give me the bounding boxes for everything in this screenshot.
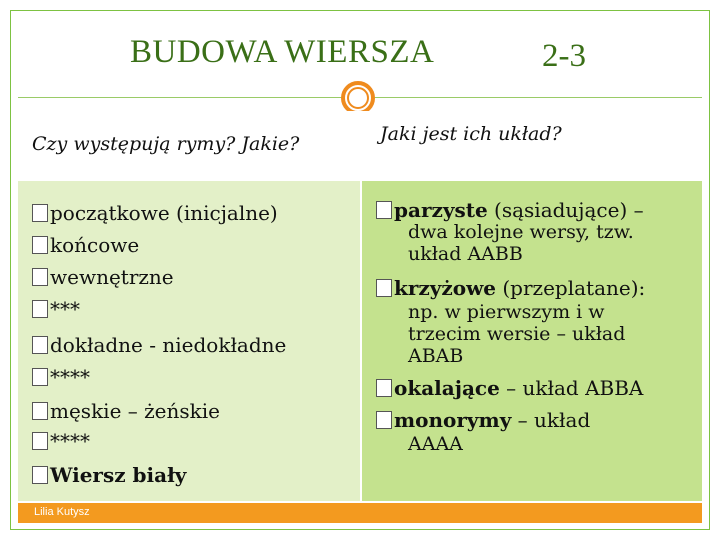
table-header-left: Czy występują rymy? Jakie? [32, 133, 300, 155]
list-item-continuation: dwa kolejne wersy, tzw. [408, 221, 634, 243]
list-item-continuation: układ AABB [408, 243, 523, 265]
right-column [362, 181, 702, 501]
list-item: początkowe (inicjalne) [32, 201, 278, 225]
list-item: dokładne - niedokładne [32, 333, 286, 357]
list-item: krzyżowe (przeplatane): [376, 277, 645, 299]
table-header-left-cell [18, 111, 360, 179]
list-item-continuation: trzecim wersie – układ [408, 323, 626, 345]
bullet-box-icon [32, 466, 48, 484]
left-column [18, 181, 360, 501]
list-item: wewnętrzne [32, 265, 174, 289]
table-body-row [18, 181, 702, 501]
bullet-box-icon [32, 300, 48, 318]
footer-bar [18, 503, 702, 523]
bullet-box-icon [32, 236, 48, 254]
bullet-box-icon [32, 402, 48, 420]
bullet-box-icon [376, 379, 392, 397]
bullet-box-icon [32, 432, 48, 450]
slide-title: BUDOWA WIERSZA [130, 34, 435, 70]
list-item: końcowe [32, 233, 139, 257]
list-item-continuation: ABAB [408, 345, 464, 367]
bullet-box-icon [32, 204, 48, 222]
list-item: Wiersz biały [32, 463, 186, 487]
bullet-box-icon [32, 336, 48, 354]
list-item: **** [32, 429, 90, 453]
bullet-box-icon [32, 268, 48, 286]
ring-ornament-icon [341, 81, 375, 115]
bullet-box-icon [376, 279, 392, 297]
list-item: okalające – układ ABBA [376, 377, 643, 399]
list-item: parzyste (sąsiadujące) – [376, 199, 644, 221]
bullet-box-icon [376, 411, 392, 429]
list-item-continuation: np. w pierwszym i w [408, 301, 605, 323]
slide-subtitle: 2-3 [542, 38, 586, 74]
list-item-continuation: AAAA [408, 433, 463, 455]
table-header-right: Jaki jest ich układ? [380, 123, 562, 145]
bullet-box-icon [32, 368, 48, 386]
list-item: *** [32, 297, 80, 321]
table-header-right-cell [362, 111, 702, 179]
list-item: monorymy – układ [376, 409, 590, 431]
list-item: **** [32, 365, 90, 389]
list-item: męskie – żeńskie [32, 399, 220, 423]
author-label: Lilia Kutysz [34, 506, 90, 518]
table-header-row [18, 111, 702, 179]
bullet-box-icon [376, 201, 392, 219]
